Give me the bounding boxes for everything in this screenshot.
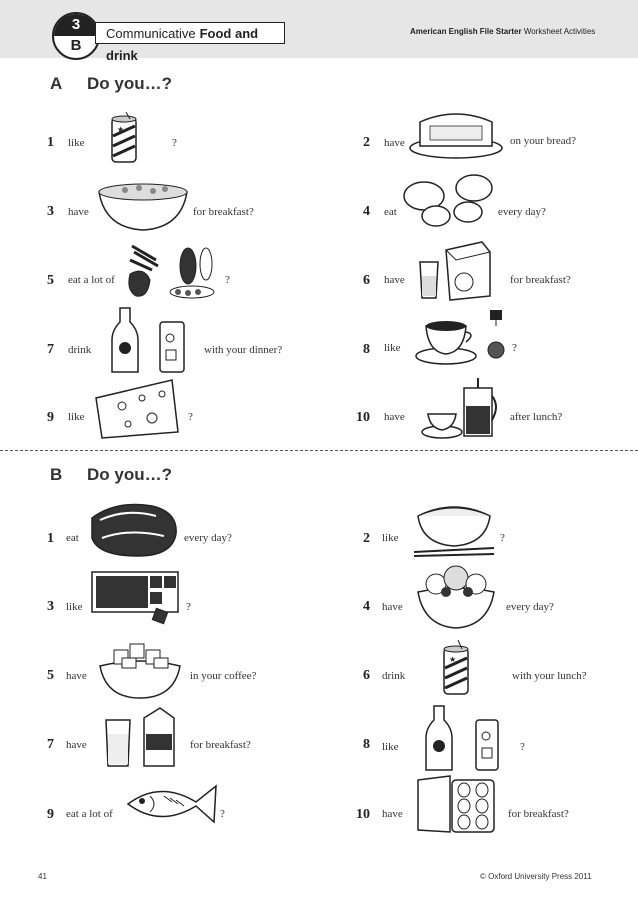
copyright: © Oxford University Press 2011 [480, 872, 592, 881]
question-text: ? [225, 274, 230, 286]
item-number: 1 [47, 135, 54, 150]
question-text: have [384, 411, 405, 423]
item-number: 4 [363, 599, 370, 614]
question-text: every day? [184, 532, 232, 544]
item-number: 9 [47, 807, 54, 822]
question-text: eat a lot of [68, 274, 115, 286]
unit-badge [52, 12, 100, 60]
section-b-letter: B [50, 465, 63, 484]
topic-title: Food and drink [106, 26, 259, 63]
eggs-icon [414, 774, 498, 836]
question-text: with your lunch? [512, 670, 587, 682]
question-text: ? [512, 342, 517, 354]
milk-icon [100, 704, 182, 770]
question-text: after lunch? [510, 411, 563, 423]
item-number: 3 [47, 204, 54, 219]
question-text: have [68, 206, 89, 218]
soda-can-icon [440, 640, 472, 698]
vegetables-icon [122, 240, 218, 302]
potatoes-icon [400, 170, 496, 230]
section-a-heading: Do you…? [87, 74, 172, 93]
water-bottle-icon [110, 306, 190, 376]
question-text: for breakfast? [193, 206, 254, 218]
item-number: 1 [47, 531, 54, 546]
question-text: like [382, 532, 399, 544]
question-text: like [384, 342, 401, 354]
item-number: 2 [363, 135, 370, 150]
item-number: 4 [363, 204, 370, 219]
question-text: eat a lot of [66, 808, 113, 820]
question-text: for breakfast? [510, 274, 571, 286]
soda-can-icon [108, 112, 140, 166]
item-number: 3 [47, 599, 54, 614]
item-number: 2 [363, 531, 370, 546]
page-number: 41 [38, 872, 47, 881]
item-number: 10 [356, 807, 370, 822]
item-number: 6 [363, 273, 370, 288]
section-b-heading: Do you…? [87, 465, 172, 484]
question-text: ? [172, 137, 177, 149]
salad-bowl-icon [414, 562, 498, 630]
question-text: drink [382, 670, 406, 682]
item-number: 6 [363, 668, 370, 683]
coffee-press-icon [420, 376, 500, 442]
item-number: 8 [363, 737, 370, 752]
brand-line [410, 27, 595, 36]
unit-number: 3 [71, 16, 81, 33]
orange-juice-icon [416, 236, 496, 302]
cheese-icon [92, 376, 184, 442]
svg-text:★: ★ [117, 125, 125, 134]
question-text: eat [66, 532, 79, 544]
rice-bowl-icon [412, 496, 496, 560]
question-text: every day? [506, 601, 554, 613]
unit-letter: B [70, 37, 82, 54]
question-text: have [382, 601, 403, 613]
water-bottle-icon [424, 704, 504, 774]
section-a-letter: A [50, 74, 63, 93]
section-label: Communicative [106, 26, 196, 41]
question-text: have [66, 670, 87, 682]
cut-line [0, 450, 638, 451]
question-text: drink [68, 344, 92, 356]
item-number: 7 [47, 737, 54, 752]
question-text: every day? [498, 206, 546, 218]
question-text: on your bread? [510, 135, 576, 147]
question-text: ? [220, 808, 225, 820]
question-text: like [68, 137, 85, 149]
tea-cup-icon [414, 308, 508, 370]
question-text: ? [520, 741, 525, 753]
butter-dish-icon [408, 100, 504, 162]
question-text: with your dinner? [204, 344, 283, 356]
question-text: have [384, 274, 405, 286]
meat-icon [86, 498, 182, 562]
question-text: ? [186, 601, 191, 613]
item-number: 10 [356, 410, 370, 425]
cereal-bowl-icon [95, 170, 191, 234]
item-number: 9 [47, 410, 54, 425]
question-text: have [66, 739, 87, 751]
question-text: for breakfast? [508, 808, 569, 820]
question-text: ? [188, 411, 193, 423]
question-text: like [68, 411, 85, 423]
question-text: like [382, 741, 399, 753]
question-text: ? [500, 532, 505, 544]
question-text: have [382, 808, 403, 820]
item-number: 7 [47, 342, 54, 357]
question-text: have [384, 137, 405, 149]
item-number: 5 [47, 668, 54, 683]
question-text: eat [384, 206, 397, 218]
svg-text:★: ★ [449, 655, 457, 664]
fish-icon [120, 776, 220, 832]
brand-suffix: Worksheet Activities [523, 27, 596, 36]
question-text: for breakfast? [190, 739, 251, 751]
item-number: 8 [363, 342, 370, 357]
question-text: in your coffee? [190, 670, 257, 682]
worksheet-title [95, 22, 285, 63]
chocolate-icon [88, 566, 184, 628]
item-number: 5 [47, 273, 54, 288]
sugar-bowl-icon [96, 636, 184, 700]
question-text: like [66, 601, 83, 613]
brand-name: American English File Starter [410, 27, 522, 36]
